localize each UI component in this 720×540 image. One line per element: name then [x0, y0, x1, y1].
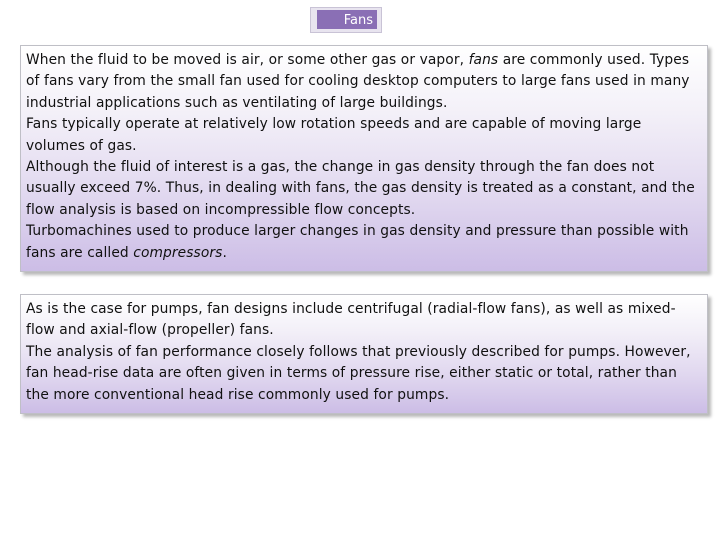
- paragraph-fan-operation: Fans typically operate at relatively low rotation speeds and are capable of moving large volumes of gas.: [26, 116, 642, 154]
- paragraph-fan-definition: [26, 50, 702, 114]
- paragraph-gas-density: Although the fluid of interest is a gas, the change in gas density through the fan does not usually exceed 7%. Thus, in dealing with fans, the gas density is treated as a constant, and the flow analysis is based on incompressible flow concepts.: [26, 159, 695, 218]
- slide-title: Fans: [317, 10, 377, 29]
- term-fans: fans: [468, 52, 499, 68]
- paragraph-compressors-end: .: [222, 244, 227, 261]
- paragraph-fan-performance: The analysis of fan performance closely follows that previously described for pumps. However, fan head-rise data are often given in terms of pressure rise, either static or total, rather than the more conventional head rise commonly used for pumps.: [26, 343, 691, 403]
- paragraph-compressors: [26, 221, 702, 264]
- title-frame: [310, 7, 382, 33]
- paragraph-fan-designs: As is the case for pumps, fan designs include centrifugal (radial-flow fans), as well as mixed-flow and axial-flow (propeller) fans.: [26, 301, 676, 339]
- paragraph-compressors-start: Turbomachines used to produce larger changes in gas density and pressure than possible with fans are called: [26, 223, 689, 261]
- term-compressors: compressors: [133, 244, 223, 261]
- paragraph-fan-definition-start: When the fluid to be moved is air, or some other gas or vapor,: [26, 52, 469, 68]
- paragraph-fan-definition-end: are commonly used. Types of fans vary from the small fan used for cooling desktop computers to large fans used in many industrial applications such as ventilating of large buildings.: [26, 52, 690, 111]
- content-box-designs: [20, 294, 708, 414]
- content-box-intro: [20, 45, 708, 272]
